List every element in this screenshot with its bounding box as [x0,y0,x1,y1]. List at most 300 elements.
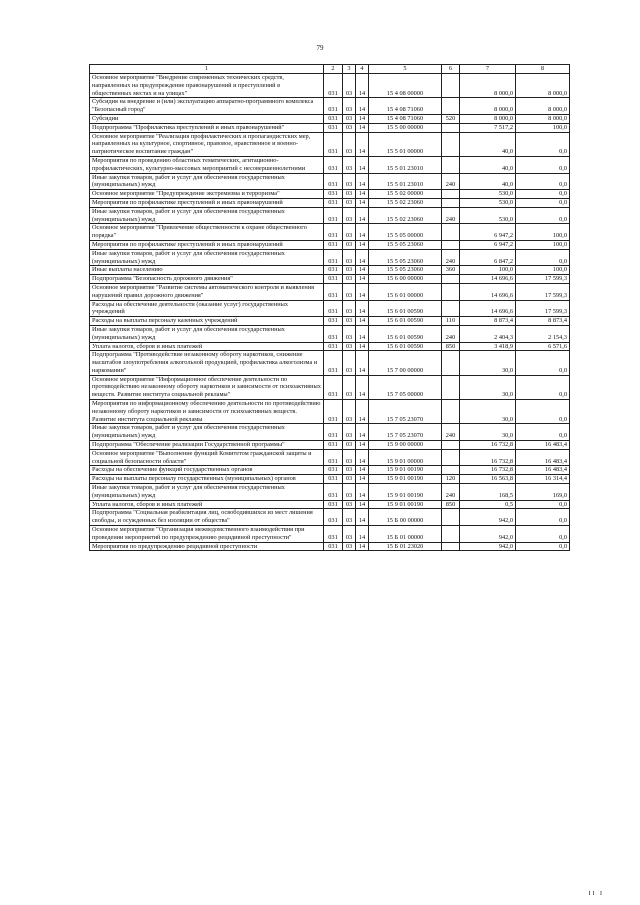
cell-c2: 031 [324,317,343,326]
cell-c6 [442,198,460,207]
cell-c5: 15 6 01 00590 [369,325,442,342]
cell-c7: 16 563,8 [460,475,516,484]
cell-c4: 14 [356,198,369,207]
cell-c7: 7 517,2 [460,123,516,132]
cell-c3: 03 [343,114,356,123]
cell-c3: 03 [343,283,356,300]
table-row [90,74,570,98]
cell-c4: 14 [356,449,369,466]
col-header-4: 4 [356,65,369,74]
cell-c8: 0,0 [516,198,570,207]
cell-c7: 16 732,8 [460,441,516,450]
cell-c3: 03 [343,466,356,475]
cell-c7: 30,0 [460,375,516,399]
cell-c4: 14 [356,484,369,501]
cell-c7: 3 418,9 [460,342,516,351]
cell-c7: 6 947,2 [460,224,516,241]
cell-c6 [442,449,460,466]
cell-c2: 031 [324,475,343,484]
cell-c7: 8 000,0 [460,98,516,115]
cell-c7: 6 847,2 [460,249,516,266]
cell-c6: 240 [442,424,460,441]
cell-c6: 240 [442,325,460,342]
cell-c7: 8 873,4 [460,317,516,326]
cell-c4: 14 [356,466,369,475]
cell-name: Подпрограмма "Обеспечение реализации Государственной программы" [90,441,324,450]
budget-table [89,64,570,551]
cell-c8: 6 571,6 [516,342,570,351]
cell-c8: 0,0 [516,190,570,199]
cell-name: Расходы на обеспечение деятельности (оказание услуг) государственных учреждений [90,300,324,317]
cell-c4: 14 [356,542,369,551]
cell-c4: 14 [356,526,369,543]
cell-c5: 15 4 08 71060 [369,114,442,123]
cell-c4: 14 [356,424,369,441]
cell-c7: 8 000,0 [460,74,516,98]
table-row [90,342,570,351]
cell-c7: 14 696,6 [460,300,516,317]
cell-c5: 15 Б 01 00000 [369,526,442,543]
cell-c6 [442,509,460,526]
cell-c7: 40,0 [460,156,516,173]
cell-c4: 14 [356,441,369,450]
cell-c2: 031 [324,156,343,173]
cell-c8: 0,0 [516,351,570,375]
cell-c6 [442,283,460,300]
cell-c8: 100,0 [516,240,570,249]
cell-c3: 03 [343,424,356,441]
cell-c6 [442,351,460,375]
cell-c2: 031 [324,375,343,399]
cell-c6 [442,240,460,249]
cell-c2: 031 [324,424,343,441]
cell-c8: 169,0 [516,484,570,501]
cell-c7: 942,0 [460,509,516,526]
cell-c8: 16 483,4 [516,449,570,466]
col-header-3: 3 [343,65,356,74]
cell-c3: 03 [343,375,356,399]
cell-c4: 14 [356,351,369,375]
cell-c5: 15 9 00 00000 [369,441,442,450]
cell-c2: 031 [324,132,343,156]
cell-c2: 031 [324,300,343,317]
cell-c8: 0,0 [516,500,570,509]
cell-c2: 031 [324,98,343,115]
cell-name: Иные закупки товаров, работ и услуг для обеспечения государственных (муниципальных) нужд [90,173,324,190]
cell-c2: 031 [324,198,343,207]
cell-name: Основное мероприятие "Внедрение современных технических средств, направленных на предупреждение правонарушений и преступлений в общественных местах и на улицах" [90,74,324,98]
cell-c8: 16 483,4 [516,441,570,450]
cell-c3: 03 [343,207,356,224]
cell-c3: 03 [343,484,356,501]
cell-c8: 8 000,0 [516,98,570,115]
cell-c5: 15 5 05 23060 [369,240,442,249]
cell-name: Подпрограмма "Противодействие незаконному обороту наркотиков, снижение масштабов злоупотребления алкогольной продукцией, профилактика алкоголизма и наркомании" [90,351,324,375]
cell-c2: 031 [324,484,343,501]
cell-c8: 100,0 [516,123,570,132]
cell-c6: 120 [442,475,460,484]
table-row [90,466,570,475]
cell-c4: 14 [356,240,369,249]
cell-c4: 14 [356,400,369,424]
cell-name: Подпрограмма "Безопасность дорожного движения" [90,275,324,284]
cell-c3: 03 [343,156,356,173]
cell-c2: 031 [324,526,343,543]
cell-c3: 03 [343,542,356,551]
col-header-6: 6 [442,65,460,74]
table-row [90,283,570,300]
cell-c2: 031 [324,500,343,509]
cell-c7: 40,0 [460,132,516,156]
cell-c7: 8 000,0 [460,114,516,123]
cell-c3: 03 [343,266,356,275]
cell-c6: 110 [442,317,460,326]
cell-c6: 850 [442,342,460,351]
cell-c8: 100,0 [516,224,570,241]
cell-c6: 240 [442,173,460,190]
table-row [90,224,570,241]
cell-c4: 14 [356,300,369,317]
cell-c2: 031 [324,114,343,123]
table-row [90,114,570,123]
cell-c4: 14 [356,249,369,266]
cell-c6: 240 [442,249,460,266]
cell-c3: 03 [343,441,356,450]
col-header-2: 2 [324,65,343,74]
cell-c7: 6 947,2 [460,240,516,249]
cell-name: Субсидии [90,114,324,123]
cell-c8: 0,0 [516,424,570,441]
cell-c5: 15 7 05 00000 [369,375,442,399]
table-row [90,542,570,551]
cell-name: Иные закупки товаров, работ и услуг для обеспечения государственных (муниципальных) нужд [90,325,324,342]
header-row [90,65,570,74]
cell-c8: 17 599,3 [516,283,570,300]
table-row [90,484,570,501]
cell-c3: 03 [343,224,356,241]
cell-c2: 031 [324,173,343,190]
cell-name: Основное мероприятие "Организация межведомственного взаимодействия при проведении мероприятий по предупреждению рецидивной преступности" [90,526,324,543]
table-row [90,190,570,199]
cell-c2: 031 [324,74,343,98]
cell-name: Субсидия на внедрение и (или) эксплуатацию аппаратно-программного комплекса "Безопасный город" [90,98,324,115]
table-row [90,198,570,207]
cell-c7: 168,5 [460,484,516,501]
table-row [90,375,570,399]
cell-c3: 03 [343,351,356,375]
cell-c7: 14 696,6 [460,275,516,284]
cell-c3: 03 [343,317,356,326]
cell-c6 [442,132,460,156]
col-header-5: 5 [369,65,442,74]
table-row [90,123,570,132]
cell-c5: 15 9 01 00000 [369,449,442,466]
cell-c2: 031 [324,441,343,450]
cell-c7: 0,5 [460,500,516,509]
cell-c6 [442,526,460,543]
cell-c4: 14 [356,475,369,484]
cell-c4: 14 [356,509,369,526]
cell-c6 [442,275,460,284]
cell-c5: 15 5 01 23010 [369,173,442,190]
cell-c2: 031 [324,266,343,275]
cell-name: Мероприятия по информационному обеспечению деятельности по противодействию незаконному обороту наркотиков и зависимости от психоактивных веществ. Развитие института социальной рекламы [90,400,324,424]
cell-c5: 15 9 01 00190 [369,475,442,484]
cell-c4: 14 [356,156,369,173]
cell-c8: 0,0 [516,375,570,399]
cell-c6 [442,466,460,475]
cell-c2: 031 [324,342,343,351]
cell-c8: 0,0 [516,249,570,266]
table-row [90,325,570,342]
table-row [90,500,570,509]
cell-c4: 14 [356,342,369,351]
cell-name: Основное мероприятие "Привлечение общественности к охране общественного порядка" [90,224,324,241]
table-row [90,156,570,173]
cell-name: Подпрограмма "Социальная реабилитация лиц, освободившихся из мест лишения свободы, и осужденных без изоляции от общества" [90,509,324,526]
cell-name: Мероприятия по профилактике преступлений и иных правонарушений [90,198,324,207]
cell-c4: 14 [356,266,369,275]
cell-c3: 03 [343,132,356,156]
cell-c3: 03 [343,249,356,266]
cell-c4: 14 [356,114,369,123]
cell-c2: 031 [324,351,343,375]
cell-c5: 15 4 08 00000 [369,74,442,98]
cell-c5: 15 6 01 00590 [369,342,442,351]
cell-name: Расходы на обеспечение функций государственных органов [90,466,324,475]
cell-c7: 16 732,8 [460,466,516,475]
cell-c5: 15 5 02 00000 [369,190,442,199]
cell-c6 [442,542,460,551]
cell-name: Иные закупки товаров, работ и услуг для обеспечения государственных (муниципальных) нужд [90,249,324,266]
cell-c8: 8 000,0 [516,74,570,98]
cell-c5: 15 7 05 23070 [369,424,442,441]
table-row [90,207,570,224]
table-row [90,441,570,450]
cell-c3: 03 [343,449,356,466]
cell-c6: 360 [442,266,460,275]
cell-c2: 031 [324,542,343,551]
cell-c8: 0,0 [516,207,570,224]
cell-c7: 100,0 [460,266,516,275]
cell-c3: 03 [343,275,356,284]
cell-c4: 14 [356,224,369,241]
cell-name: Иные закупки товаров, работ и услуг для обеспечения государственных (муниципальных) нужд [90,207,324,224]
cell-c7: 16 732,8 [460,449,516,466]
cell-c7: 40,0 [460,173,516,190]
cell-c8: 0,0 [516,526,570,543]
cell-c8: 8 000,0 [516,114,570,123]
cell-c2: 031 [324,466,343,475]
cell-c4: 14 [356,283,369,300]
cell-c5: 15 5 05 23060 [369,249,442,266]
cell-c2: 031 [324,224,343,241]
cell-c3: 03 [343,325,356,342]
cell-c6 [442,400,460,424]
cell-c6: 240 [442,484,460,501]
cell-c5: 15 6 01 00000 [369,283,442,300]
cell-name: Расходы на выплаты персоналу казенных учреждений [90,317,324,326]
cell-c7: 942,0 [460,542,516,551]
cell-c7: 14 696,6 [460,283,516,300]
cell-c2: 031 [324,509,343,526]
cell-c7: 942,0 [460,526,516,543]
cell-c4: 14 [356,207,369,224]
cell-c8: 2 154,3 [516,325,570,342]
cell-c5: 15 Б 01 23020 [369,542,442,551]
cell-c3: 03 [343,98,356,115]
cell-c3: 03 [343,342,356,351]
cell-c4: 14 [356,275,369,284]
cell-name: Основное мероприятие "Реализация профилактических и пропагандистских мер, направленных на культурное, спортивное, правовое, нравственное и военно-патриотическое воспитание граждан" [90,132,324,156]
cell-c7: 530,0 [460,207,516,224]
table-row [90,424,570,441]
cell-c8: 0,0 [516,509,570,526]
cell-name: Мероприятия по профилактике преступлений и иных правонарушений [90,240,324,249]
cell-c3: 03 [343,198,356,207]
cell-c6 [442,300,460,317]
table-row [90,509,570,526]
cell-c8: 0,0 [516,156,570,173]
cell-c8: 0,0 [516,173,570,190]
cell-c3: 03 [343,500,356,509]
cell-c2: 031 [324,275,343,284]
table-row [90,132,570,156]
cell-c7: 530,0 [460,190,516,199]
cell-name: Мероприятия по предупреждению рецидивной преступности [90,542,324,551]
cell-c4: 14 [356,500,369,509]
cell-c5: 15 6 00 00000 [369,275,442,284]
cell-c7: 2 404,3 [460,325,516,342]
cell-c8: 0,0 [516,400,570,424]
cell-c6 [442,74,460,98]
cell-c6: 520 [442,114,460,123]
cell-c3: 03 [343,123,356,132]
cell-c5: 15 5 05 00000 [369,224,442,241]
cell-c8: 16 483,4 [516,466,570,475]
cell-c3: 03 [343,526,356,543]
corner-mark: II I [588,891,604,897]
cell-c4: 14 [356,132,369,156]
cell-c8: 100,0 [516,266,570,275]
cell-c4: 14 [356,325,369,342]
cell-c7: 30,0 [460,400,516,424]
cell-c5: 15 6 01 00590 [369,300,442,317]
cell-c2: 031 [324,190,343,199]
table-row [90,300,570,317]
cell-name: Подпрограмма "Профилактика преступлений и иных правонарушений" [90,123,324,132]
cell-c3: 03 [343,240,356,249]
cell-name: Иные закупки товаров, работ и услуг для обеспечения государственных (муниципальных) нужд [90,484,324,501]
cell-c2: 031 [324,123,343,132]
cell-c3: 03 [343,400,356,424]
cell-c4: 14 [356,173,369,190]
cell-c2: 031 [324,449,343,466]
cell-c8: 0,0 [516,132,570,156]
table-row [90,351,570,375]
table-row [90,98,570,115]
cell-c3: 03 [343,509,356,526]
col-header-1: 1 [90,65,324,74]
cell-name: Уплата налогов, сборов и иных платежей [90,500,324,509]
cell-c6 [442,190,460,199]
table-row [90,475,570,484]
cell-c6: 850 [442,500,460,509]
cell-name: Основное мероприятие "Выполнение функций Комитетом гражданской защиты и социальной безопасности области" [90,449,324,466]
cell-c8: 8 873,4 [516,317,570,326]
cell-c2: 031 [324,240,343,249]
cell-c5: 15 6 01 00590 [369,317,442,326]
cell-name: Уплата налогов, сборов и иных платежей [90,342,324,351]
cell-c6 [442,123,460,132]
cell-c7: 530,0 [460,198,516,207]
cell-c4: 14 [356,190,369,199]
cell-c6 [442,441,460,450]
table-row [90,249,570,266]
cell-c5: 15 9 01 00190 [369,484,442,501]
page-number: 79 [316,44,324,52]
cell-c4: 14 [356,74,369,98]
table-row [90,449,570,466]
cell-name: Основное мероприятие "Предупреждение экстремизма и терроризма" [90,190,324,199]
cell-name: Основное мероприятие "Развитие системы автоматического контроля и выявления нарушений правил дорожного движения" [90,283,324,300]
cell-c5: 15 4 08 71060 [369,98,442,115]
cell-c5: 15 9 01 00190 [369,500,442,509]
cell-c6 [442,224,460,241]
col-header-7: 7 [460,65,516,74]
cell-c3: 03 [343,190,356,199]
table-row [90,266,570,275]
cell-name: Расходы на выплаты персоналу государственных (муниципальных) органов [90,475,324,484]
cell-c6 [442,156,460,173]
col-header-8: 8 [516,65,570,74]
table-row [90,400,570,424]
cell-c8: 17 599,3 [516,300,570,317]
cell-c5: 15 5 01 00000 [369,132,442,156]
cell-c2: 031 [324,207,343,224]
table-row [90,526,570,543]
cell-c6 [442,98,460,115]
cell-c2: 031 [324,325,343,342]
table-row [90,317,570,326]
cell-c6: 240 [442,207,460,224]
cell-c8: 17 599,3 [516,275,570,284]
cell-c4: 14 [356,317,369,326]
cell-c3: 03 [343,300,356,317]
table-row [90,240,570,249]
cell-c5: 15 5 05 23060 [369,266,442,275]
cell-c3: 03 [343,475,356,484]
cell-name: Основное мероприятие "Информационное обеспечение деятельности по противодействию незаконному обороту наркотиков и зависимости от психоактивных веществ. Развитие института социальной рекламы" [90,375,324,399]
cell-c3: 03 [343,173,356,190]
cell-c3: 03 [343,74,356,98]
cell-c5: 15 Б 00 00000 [369,509,442,526]
cell-c4: 14 [356,123,369,132]
cell-c2: 031 [324,283,343,300]
cell-c2: 031 [324,249,343,266]
cell-c7: 30,0 [460,351,516,375]
cell-c4: 14 [356,98,369,115]
table-row [90,275,570,284]
cell-c5: 15 9 01 00190 [369,466,442,475]
cell-c5: 15 5 02 23060 [369,207,442,224]
cell-c7: 30,0 [460,424,516,441]
cell-c8: 0,0 [516,542,570,551]
cell-c5: 15 5 01 23010 [369,156,442,173]
cell-c5: 15 5 02 23060 [369,198,442,207]
cell-c2: 031 [324,400,343,424]
cell-name: Иные выплаты населению [90,266,324,275]
